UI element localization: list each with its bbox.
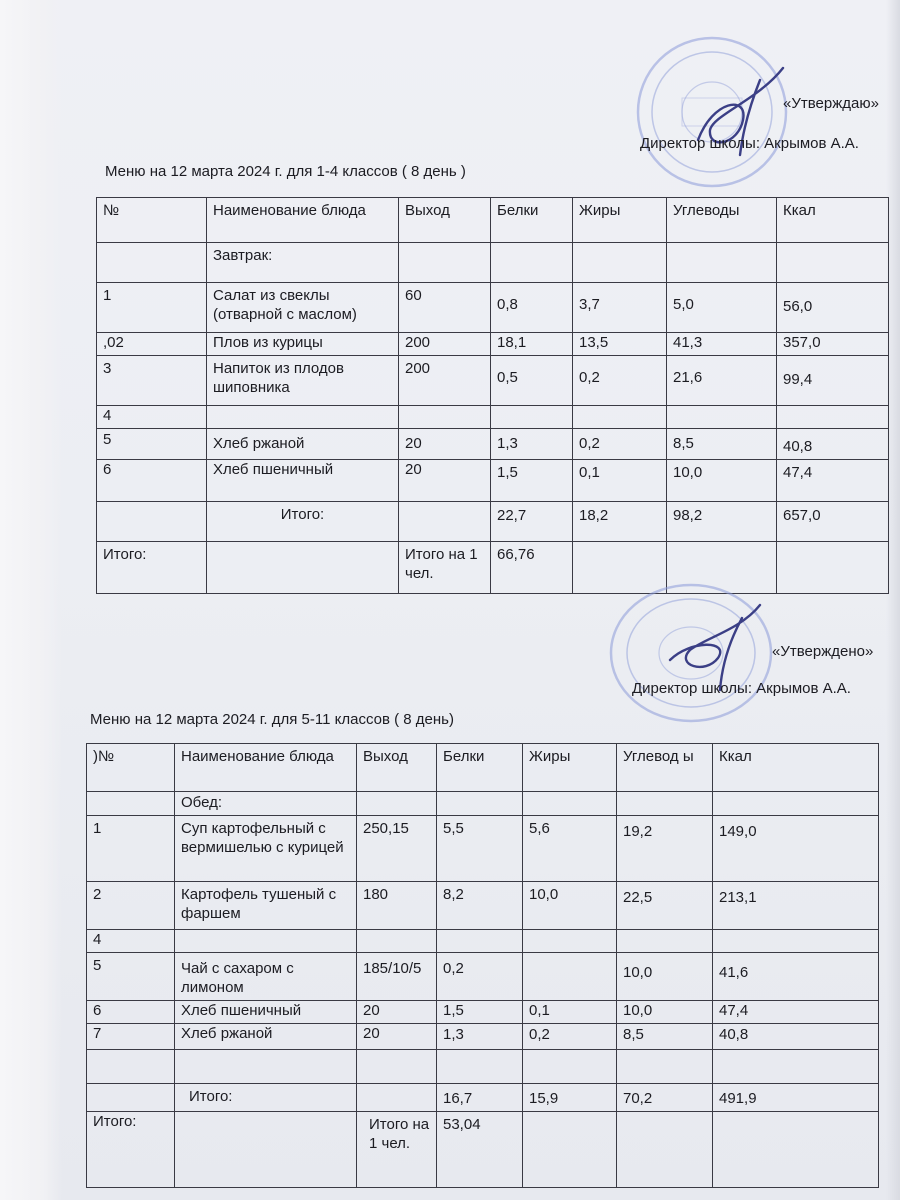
menu-table-1 (96, 197, 889, 594)
dish-carbs: 22,5 (617, 882, 713, 930)
dish-fat: 3,7 (573, 283, 667, 333)
header-cell: Жиры (573, 198, 667, 243)
table-row (97, 429, 889, 460)
total-protein: 16,7 (437, 1084, 523, 1112)
dish-protein: 0,5 (491, 356, 573, 406)
dish-kcal: 56,0 (777, 283, 889, 333)
total-label: Итого: (207, 502, 399, 542)
dish-name: Картофель тушеный с фаршем (175, 882, 357, 930)
dish-output: 20 (357, 1024, 437, 1050)
row-number: 7 (87, 1024, 175, 1050)
dish-fat: 0,1 (573, 460, 667, 502)
dish-kcal: 213,1 (713, 882, 879, 930)
dish-name: Суп картофельный с вермишелью с курицей (175, 816, 357, 882)
total-row (97, 502, 889, 542)
dish-fat: 13,5 (573, 333, 667, 356)
per-person-label: Итого на 1 чел. (357, 1112, 437, 1188)
row-number: 4 (97, 406, 207, 429)
row-number: 1 (87, 816, 175, 882)
menu-title-2: Меню на 12 марта 2024 г. для 5-11 классов ( 8 день) (90, 711, 454, 728)
table-row (87, 1001, 879, 1024)
dish-output: 200 (399, 333, 491, 356)
dish-carbs: 19,2 (617, 816, 713, 882)
dish-protein: 1,5 (491, 460, 573, 502)
total-kcal: 491,9 (713, 1084, 879, 1112)
total-protein: 22,7 (491, 502, 573, 542)
header-cell: Жиры (523, 744, 617, 792)
header-cell: Белки (491, 198, 573, 243)
dish-fat: 10,0 (523, 882, 617, 930)
row-number: 5 (97, 429, 207, 460)
header-cell: Наименование блюда (175, 744, 357, 792)
per-person-value: 53,04 (437, 1112, 523, 1188)
dish-name: Салат из свеклы (отварной с маслом) (207, 283, 399, 333)
dish-protein: 1,3 (491, 429, 573, 460)
dish-output: 180 (357, 882, 437, 930)
dish-carbs: 21,6 (667, 356, 777, 406)
dish-carbs: 8,5 (667, 429, 777, 460)
table-header-row (97, 198, 889, 243)
row-number: 2 (87, 882, 175, 930)
total-kcal: 657,0 (777, 502, 889, 542)
page-right-edge (886, 0, 900, 1200)
dish-kcal: 149,0 (713, 816, 879, 882)
grand-total-row (97, 542, 889, 594)
menu-title-1: Меню на 12 марта 2024 г. для 1-4 классов ( 8 день ) (105, 163, 466, 180)
dish-fat: 0,2 (523, 1024, 617, 1050)
dish-carbs: 41,3 (667, 333, 777, 356)
row-number: 4 (87, 930, 175, 953)
total-fat: 15,9 (523, 1084, 617, 1112)
meal-label: Обед: (175, 792, 357, 816)
dish-output: 20 (357, 1001, 437, 1024)
dish-fat: 5,6 (523, 816, 617, 882)
approval-label-1: «Утверждаю» (783, 95, 879, 112)
dish-carbs: 10,0 (617, 1001, 713, 1024)
per-person-value: 66,76 (491, 542, 573, 594)
total-row (87, 1084, 879, 1112)
grand-total-label: Итого: (97, 542, 207, 594)
signature-1 (688, 60, 798, 170)
dish-protein: 18,1 (491, 333, 573, 356)
total-carbs: 98,2 (667, 502, 777, 542)
table-row (87, 816, 879, 882)
page-left-margin (0, 0, 62, 1200)
header-cell: Выход (357, 744, 437, 792)
dish-fat: 0,2 (573, 429, 667, 460)
grand-total-label: Итого: (87, 1112, 175, 1188)
table-row (97, 460, 889, 502)
dish-kcal: 99,4 (777, 356, 889, 406)
table-row (97, 406, 889, 429)
header-cell: Ккал (777, 198, 889, 243)
dish-kcal: 47,4 (777, 460, 889, 502)
dish-protein: 5,5 (437, 816, 523, 882)
grand-total-row (87, 1112, 879, 1188)
dish-kcal: 357,0 (777, 333, 889, 356)
meal-row (97, 243, 889, 283)
director-line-2: Директор школы: Акрымов А.А. (632, 680, 851, 697)
director-line-1: Директор школы: Акрымов А.А. (640, 135, 859, 152)
header-cell: )№ (87, 744, 175, 792)
header-cell: Выход (399, 198, 491, 243)
dish-name: Хлеб пшеничный (175, 1001, 357, 1024)
dish-fat: 0,1 (523, 1001, 617, 1024)
table-row (97, 333, 889, 356)
table-row (87, 882, 879, 930)
header-cell: Углевод ы (617, 744, 713, 792)
table-row (87, 1024, 879, 1050)
dish-output: 250,15 (357, 816, 437, 882)
meal-row (87, 792, 879, 816)
school-stamp-2 (606, 578, 776, 728)
menu-table-2 (86, 743, 879, 1188)
dish-carbs: 8,5 (617, 1024, 713, 1050)
header-cell: Углеводы (667, 198, 777, 243)
header-cell: Наименование блюда (207, 198, 399, 243)
table-header-row (87, 744, 879, 792)
dish-protein: 1,3 (437, 1024, 523, 1050)
dish-output: 60 (399, 283, 491, 333)
meal-label: Завтрак: (207, 243, 399, 283)
row-number: 6 (97, 460, 207, 502)
row-number: 1 (97, 283, 207, 333)
dish-protein: 0,8 (491, 283, 573, 333)
dish-name: Плов из курицы (207, 333, 399, 356)
row-number: 5 (87, 953, 175, 1001)
dish-name: Чай с сахаром с лимоном (175, 953, 357, 1001)
table-row (97, 283, 889, 333)
total-fat: 18,2 (573, 502, 667, 542)
dish-output: 185/10/5 (357, 953, 437, 1001)
per-person-label: Итого на 1 чел. (399, 542, 491, 594)
school-stamp-1 (632, 28, 792, 198)
table-row (87, 1050, 879, 1084)
header-cell: Белки (437, 744, 523, 792)
dish-carbs: 10,0 (617, 953, 713, 1001)
row-number: 3 (97, 356, 207, 406)
dish-protein: 0,2 (437, 953, 523, 1001)
dish-protein: 1,5 (437, 1001, 523, 1024)
dish-name: Хлеб пшеничный (207, 460, 399, 502)
dish-output: 20 (399, 460, 491, 502)
dish-protein: 8,2 (437, 882, 523, 930)
dish-carbs: 10,0 (667, 460, 777, 502)
header-cell: № (97, 198, 207, 243)
dish-output: 200 (399, 356, 491, 406)
dish-kcal: 40,8 (777, 429, 889, 460)
table-row (87, 930, 879, 953)
dish-output: 20 (399, 429, 491, 460)
row-number: 6 (87, 1001, 175, 1024)
dish-name: Хлеб ржаной (207, 429, 399, 460)
approval-label-2: «Утверждено» (772, 643, 874, 660)
total-carbs: 70,2 (617, 1084, 713, 1112)
dish-fat: 0,2 (573, 356, 667, 406)
dish-kcal: 41,6 (713, 953, 879, 1001)
total-label: Итого: (175, 1084, 357, 1112)
dish-kcal: 47,4 (713, 1001, 879, 1024)
dish-name: Напиток из плодов шиповника (207, 356, 399, 406)
table-row (97, 356, 889, 406)
dish-kcal: 40,8 (713, 1024, 879, 1050)
dish-carbs: 5,0 (667, 283, 777, 333)
header-cell: Ккал (713, 744, 879, 792)
table-row (87, 953, 879, 1001)
dish-name: Хлеб ржаной (175, 1024, 357, 1050)
row-number: ,02 (97, 333, 207, 356)
